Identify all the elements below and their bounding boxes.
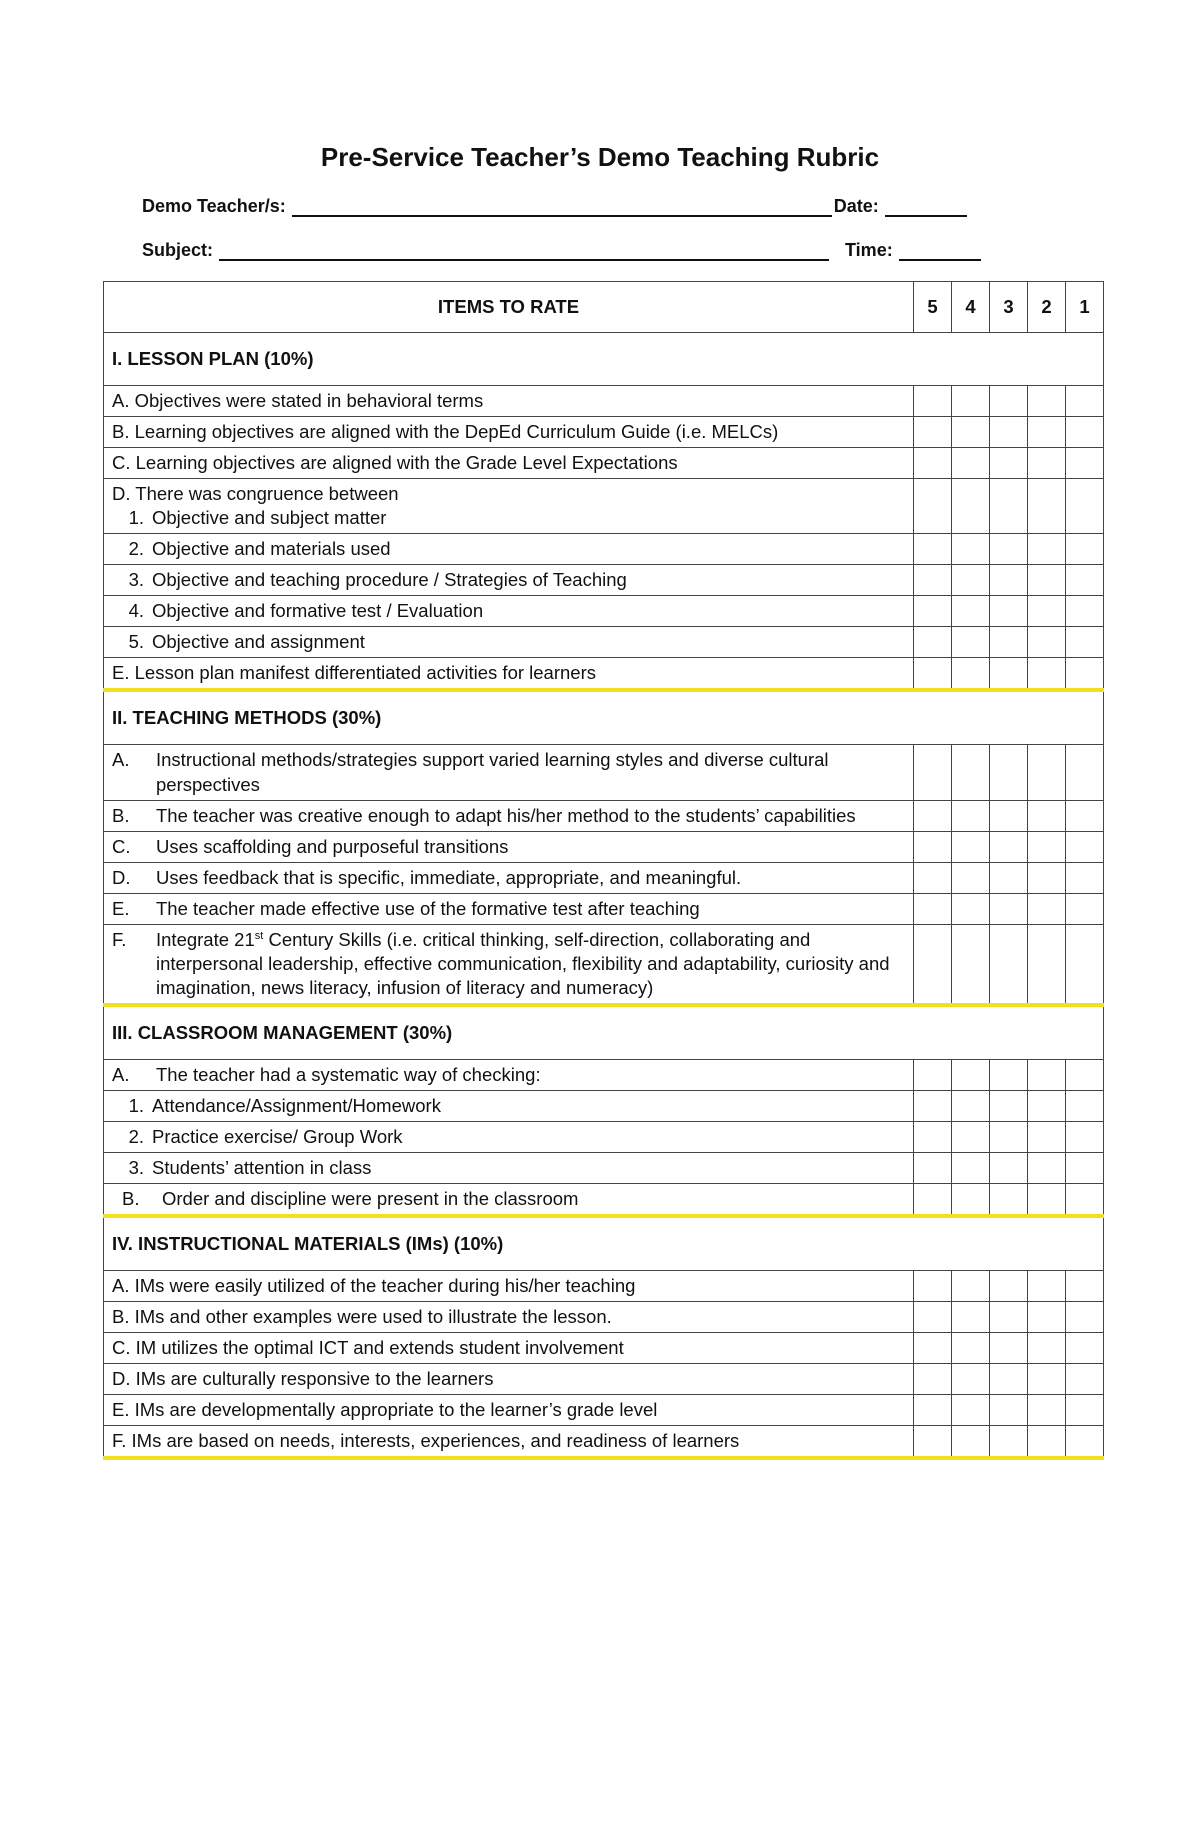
- score-cell-1[interactable]: [1066, 1271, 1104, 1302]
- score-cell-3[interactable]: [990, 862, 1028, 893]
- score-cell-3[interactable]: [990, 1302, 1028, 1333]
- subject-blank[interactable]: [219, 243, 829, 261]
- score-cell-3[interactable]: [990, 565, 1028, 596]
- score-cell-5[interactable]: [914, 1271, 952, 1302]
- score-cell-4[interactable]: [952, 1090, 990, 1121]
- criterion-text: [104, 596, 914, 627]
- score-cell-5[interactable]: [914, 1302, 952, 1333]
- score-cell-5[interactable]: [914, 534, 952, 565]
- table-row: [104, 800, 1104, 831]
- score-cell-1[interactable]: [1066, 1302, 1104, 1333]
- criterion-text: [104, 565, 914, 596]
- score-cell-4[interactable]: [952, 831, 990, 862]
- score-cell-3[interactable]: [990, 831, 1028, 862]
- table-row: [104, 658, 1104, 691]
- score-cell-2[interactable]: [1028, 1121, 1066, 1152]
- score-header-4: 4: [952, 282, 990, 333]
- score-cell-2[interactable]: [1028, 924, 1066, 1005]
- score-cell-1[interactable]: [1066, 534, 1104, 565]
- score-cell-4[interactable]: [952, 800, 990, 831]
- score-cell-4[interactable]: [952, 479, 990, 534]
- item-number: 5.: [128, 631, 144, 653]
- score-cell-1[interactable]: [1066, 1333, 1104, 1364]
- item-text-part: Century Skills (i.e. critical thinking, self-direction, collaborating and interpersonal leadership, effective communication, flexibility and adaptability, curiosity and imagination, news literacy, infusion of literacy and numeracy): [156, 928, 890, 998]
- score-cell-3[interactable]: [990, 1426, 1028, 1459]
- score-cell-3[interactable]: [990, 1364, 1028, 1395]
- score-cell-3[interactable]: [990, 627, 1028, 658]
- score-cell-2[interactable]: [1028, 658, 1066, 691]
- items-to-rate-header: ITEMS TO RATE: [104, 282, 914, 333]
- score-cell-3[interactable]: [990, 386, 1028, 417]
- criterion-text: [104, 534, 914, 565]
- section-title: I. LESSON PLAN (10%): [104, 333, 1104, 386]
- score-cell-5[interactable]: [914, 800, 952, 831]
- criterion-text: [104, 862, 914, 893]
- item-letter: B.: [122, 1188, 140, 1210]
- item-text: Instructional methods/strategies support varied learning styles and diverse cultural perspectives: [156, 749, 829, 795]
- header-row: [104, 282, 1104, 333]
- criterion-text: C. Learning objectives are aligned with the Grade Level Expectations: [104, 448, 914, 479]
- score-cell-5[interactable]: [914, 745, 952, 800]
- item-text: Objective and assignment: [152, 631, 365, 653]
- item-text: Order and discipline were present in the classroom: [162, 1188, 579, 1210]
- rubric-table: [103, 281, 1104, 1460]
- section-title: III. CLASSROOM MANAGEMENT (30%): [104, 1005, 1104, 1060]
- table-row: [104, 1364, 1104, 1395]
- score-cell-1[interactable]: [1066, 627, 1104, 658]
- score-cell-4[interactable]: [952, 448, 990, 479]
- item-letter: A.: [112, 1063, 130, 1085]
- score-cell-4[interactable]: [952, 1395, 990, 1426]
- criterion-text: [104, 1153, 914, 1184]
- section-lesson-plan: [104, 333, 1104, 386]
- item-text: Students’ attention in class: [152, 1157, 372, 1179]
- score-cell-3[interactable]: [990, 479, 1028, 534]
- criterion-text: D. IMs are culturally responsive to the learners: [104, 1364, 914, 1395]
- table-row: [104, 1121, 1104, 1152]
- time-label: Time:: [845, 240, 893, 260]
- score-cell-5[interactable]: [914, 658, 952, 691]
- table-row: [104, 479, 1104, 534]
- score-cell-1[interactable]: [1066, 386, 1104, 417]
- score-cell-2[interactable]: [1028, 1153, 1066, 1184]
- score-cell-2[interactable]: [1028, 627, 1066, 658]
- criterion-intro: D. There was congruence between: [112, 483, 399, 505]
- score-cell-5[interactable]: [914, 479, 952, 534]
- criterion-text: [104, 800, 914, 831]
- score-cell-1[interactable]: [1066, 417, 1104, 448]
- table-row: [104, 893, 1104, 924]
- score-cell-1[interactable]: [1066, 1395, 1104, 1426]
- criterion-text: [104, 1059, 914, 1090]
- score-cell-1[interactable]: [1066, 1153, 1104, 1184]
- table-row: [104, 1333, 1104, 1364]
- item-text: The teacher made effective use of the formative test after teaching: [156, 897, 700, 919]
- criterion-text: E. Lesson plan manifest differentiated activities for learners: [104, 658, 914, 691]
- criterion-text: [104, 1090, 914, 1121]
- score-cell-3[interactable]: [990, 745, 1028, 800]
- score-cell-1[interactable]: [1066, 745, 1104, 800]
- score-cell-4[interactable]: [952, 534, 990, 565]
- table-row: [104, 831, 1104, 862]
- list-item: [112, 506, 905, 530]
- item-text: Uses scaffolding and purposeful transitions: [156, 835, 509, 857]
- score-cell-4[interactable]: [952, 1184, 990, 1217]
- score-cell-2[interactable]: [1028, 1395, 1066, 1426]
- table-row: [104, 1059, 1104, 1090]
- table-row: [104, 1395, 1104, 1426]
- item-number: 1.: [128, 507, 144, 529]
- score-cell-3[interactable]: [990, 1395, 1028, 1426]
- score-cell-4[interactable]: [952, 745, 990, 800]
- section-instructional-materials: [104, 1216, 1104, 1271]
- section-teaching-methods: [104, 690, 1104, 745]
- score-cell-4[interactable]: [952, 1271, 990, 1302]
- score-cell-1[interactable]: [1066, 596, 1104, 627]
- date-label: Date:: [833, 196, 879, 216]
- score-cell-5[interactable]: [914, 862, 952, 893]
- score-cell-1[interactable]: [1066, 893, 1104, 924]
- score-cell-2[interactable]: [1028, 1184, 1066, 1217]
- score-cell-5[interactable]: [914, 1184, 952, 1217]
- item-text: [156, 928, 905, 1000]
- table-row: [104, 745, 1104, 800]
- section-classroom-management: [104, 1005, 1104, 1060]
- criterion-text: B. IMs and other examples were used to illustrate the lesson.: [104, 1302, 914, 1333]
- score-cell-4[interactable]: [952, 1426, 990, 1459]
- criterion-text: [104, 924, 914, 1005]
- score-cell-1[interactable]: [1066, 924, 1104, 1005]
- score-cell-5[interactable]: [914, 565, 952, 596]
- score-cell-3[interactable]: [990, 417, 1028, 448]
- item-number: 4.: [128, 600, 144, 622]
- score-cell-4[interactable]: [952, 417, 990, 448]
- item-number: 3.: [128, 1157, 144, 1179]
- score-cell-3[interactable]: [990, 893, 1028, 924]
- table-row: [104, 1426, 1104, 1459]
- score-cell-1[interactable]: [1066, 448, 1104, 479]
- score-cell-2[interactable]: [1028, 1090, 1066, 1121]
- score-cell-5[interactable]: [914, 627, 952, 658]
- table-row: [104, 627, 1104, 658]
- criterion-text: B. Learning objectives are aligned with the DepEd Curriculum Guide (i.e. MELCs): [104, 417, 914, 448]
- score-cell-3[interactable]: [990, 1333, 1028, 1364]
- score-cell-4[interactable]: [952, 862, 990, 893]
- score-cell-2[interactable]: [1028, 745, 1066, 800]
- score-cell-1[interactable]: [1066, 658, 1104, 691]
- score-cell-1[interactable]: [1066, 1090, 1104, 1121]
- score-cell-5[interactable]: [914, 1333, 952, 1364]
- score-cell-5[interactable]: [914, 417, 952, 448]
- score-cell-1[interactable]: [1066, 1426, 1104, 1459]
- item-letter: C.: [112, 835, 131, 857]
- criterion-text: [104, 745, 914, 800]
- score-cell-2[interactable]: [1028, 1426, 1066, 1459]
- table-row: [104, 565, 1104, 596]
- score-cell-5[interactable]: [914, 596, 952, 627]
- criterion-text: E. IMs are developmentally appropriate to the learner’s grade level: [104, 1395, 914, 1426]
- subject-label: Subject:: [142, 240, 214, 260]
- score-cell-5[interactable]: [914, 386, 952, 417]
- score-cell-2[interactable]: [1028, 800, 1066, 831]
- score-cell-2[interactable]: [1028, 1364, 1066, 1395]
- item-text: Uses feedback that is specific, immediate, appropriate, and meaningful.: [156, 866, 742, 888]
- score-cell-5[interactable]: [914, 893, 952, 924]
- table-row: [104, 862, 1104, 893]
- item-text: Objective and materials used: [152, 538, 391, 560]
- teacher-blank[interactable]: [292, 199, 832, 217]
- score-cell-4[interactable]: [952, 596, 990, 627]
- criterion-text: [104, 893, 914, 924]
- score-cell-4[interactable]: [952, 1302, 990, 1333]
- score-cell-3[interactable]: [990, 800, 1028, 831]
- score-cell-3[interactable]: [990, 596, 1028, 627]
- score-cell-2[interactable]: [1028, 1333, 1066, 1364]
- score-cell-2[interactable]: [1028, 1271, 1066, 1302]
- score-cell-5[interactable]: [914, 448, 952, 479]
- score-cell-2[interactable]: [1028, 831, 1066, 862]
- item-number: 2.: [128, 1125, 144, 1147]
- score-cell-4[interactable]: [952, 1364, 990, 1395]
- criterion-text: [104, 1184, 914, 1217]
- score-cell-4[interactable]: [952, 1121, 990, 1152]
- score-cell-1[interactable]: [1066, 565, 1104, 596]
- score-cell-4[interactable]: [952, 627, 990, 658]
- score-cell-3[interactable]: [990, 1121, 1028, 1152]
- score-cell-4[interactable]: [952, 924, 990, 1005]
- table-row: [104, 1184, 1104, 1217]
- score-cell-4[interactable]: [952, 893, 990, 924]
- score-cell-2[interactable]: [1028, 1302, 1066, 1333]
- score-cell-1[interactable]: [1066, 1364, 1104, 1395]
- item-text: Objective and formative test / Evaluation: [152, 600, 484, 622]
- score-cell-2[interactable]: [1028, 1059, 1066, 1090]
- section-title: IV. INSTRUCTIONAL MATERIALS (IMs) (10%): [104, 1216, 1104, 1271]
- score-cell-5[interactable]: [914, 1059, 952, 1090]
- item-text: Practice exercise/ Group Work: [152, 1125, 403, 1147]
- table-row: [104, 1153, 1104, 1184]
- item-number: 3.: [128, 569, 144, 591]
- score-cell-4[interactable]: [952, 1059, 990, 1090]
- score-cell-2[interactable]: [1028, 893, 1066, 924]
- score-cell-3[interactable]: [990, 1090, 1028, 1121]
- score-cell-5[interactable]: [914, 1426, 952, 1459]
- item-text: Attendance/Assignment/Homework: [152, 1094, 441, 1116]
- table-row: [104, 1302, 1104, 1333]
- score-cell-3[interactable]: [990, 924, 1028, 1005]
- score-cell-4[interactable]: [952, 565, 990, 596]
- score-cell-5[interactable]: [914, 1395, 952, 1426]
- table-row: [104, 924, 1104, 1005]
- criterion-text: [104, 1121, 914, 1152]
- item-text: The teacher was creative enough to adapt his/her method to the students’ capabilities: [156, 804, 856, 826]
- score-cell-2[interactable]: [1028, 386, 1066, 417]
- item-text: Objective and teaching procedure / Strategies of Teaching: [152, 569, 627, 591]
- score-header-3: 3: [990, 282, 1028, 333]
- score-cell-3[interactable]: [990, 658, 1028, 691]
- teacher-label: Demo Teacher/s:: [142, 196, 286, 216]
- section-title: II. TEACHING METHODS (30%): [104, 690, 1104, 745]
- score-cell-4[interactable]: [952, 658, 990, 691]
- score-cell-4[interactable]: [952, 1153, 990, 1184]
- score-cell-5[interactable]: [914, 924, 952, 1005]
- criterion-text: C. IM utilizes the optimal ICT and extends student involvement: [104, 1333, 914, 1364]
- score-cell-3[interactable]: [990, 1153, 1028, 1184]
- score-cell-2[interactable]: [1028, 417, 1066, 448]
- score-cell-2[interactable]: [1028, 862, 1066, 893]
- item-number: 2.: [128, 538, 144, 560]
- item-letter: B.: [112, 804, 130, 826]
- table-row: [104, 1271, 1104, 1302]
- score-cell-2[interactable]: [1028, 534, 1066, 565]
- score-cell-1[interactable]: [1066, 862, 1104, 893]
- score-cell-3[interactable]: [990, 448, 1028, 479]
- item-text: The teacher had a systematic way of checking:: [156, 1063, 541, 1085]
- table-row: [104, 417, 1104, 448]
- item-text-part: Integrate 21: [156, 928, 255, 950]
- score-cell-1[interactable]: [1066, 831, 1104, 862]
- item-letter: E.: [112, 897, 130, 919]
- item-letter: D.: [112, 866, 131, 888]
- score-cell-1[interactable]: [1066, 1059, 1104, 1090]
- score-cell-5[interactable]: [914, 1121, 952, 1152]
- criterion-text: [104, 479, 914, 534]
- table-row: [104, 534, 1104, 565]
- score-cell-2[interactable]: [1028, 479, 1066, 534]
- item-text: Objective and subject matter: [152, 507, 387, 529]
- score-cell-5[interactable]: [914, 1090, 952, 1121]
- score-cell-1[interactable]: [1066, 479, 1104, 534]
- score-cell-1[interactable]: [1066, 1121, 1104, 1152]
- score-header-2: 2: [1028, 282, 1066, 333]
- item-letter: F.: [112, 928, 127, 950]
- item-letter: A.: [112, 749, 130, 771]
- item-number: 1.: [128, 1094, 144, 1116]
- table-row: [104, 596, 1104, 627]
- date-blank[interactable]: [885, 199, 967, 217]
- table-row: [104, 1090, 1104, 1121]
- ordinal-superscript: st: [254, 929, 264, 942]
- teacher-date-row: [142, 196, 969, 217]
- table-row: [104, 448, 1104, 479]
- time-blank[interactable]: [899, 243, 981, 261]
- score-cell-4[interactable]: [952, 386, 990, 417]
- score-cell-3[interactable]: [990, 1059, 1028, 1090]
- score-cell-4[interactable]: [952, 1333, 990, 1364]
- score-cell-3[interactable]: [990, 534, 1028, 565]
- score-header-5: 5: [914, 282, 952, 333]
- score-cell-2[interactable]: [1028, 596, 1066, 627]
- score-cell-5[interactable]: [914, 831, 952, 862]
- criterion-text: A. IMs were easily utilized of the teacher during his/her teaching: [104, 1271, 914, 1302]
- score-cell-2[interactable]: [1028, 565, 1066, 596]
- score-cell-2[interactable]: [1028, 448, 1066, 479]
- score-cell-5[interactable]: [914, 1153, 952, 1184]
- page-title: Pre-Service Teacher’s Demo Teaching Rubric: [320, 142, 880, 172]
- criterion-text: [104, 831, 914, 862]
- score-cell-3[interactable]: [990, 1184, 1028, 1217]
- score-cell-3[interactable]: [990, 1271, 1028, 1302]
- criterion-text: F. IMs are based on needs, interests, experiences, and readiness of learners: [104, 1426, 914, 1459]
- score-cell-5[interactable]: [914, 1364, 952, 1395]
- score-cell-1[interactable]: [1066, 1184, 1104, 1217]
- subject-time-row: [142, 240, 983, 261]
- criterion-text: [104, 627, 914, 658]
- criterion-text: A. Objectives were stated in behavioral terms: [104, 386, 914, 417]
- score-cell-1[interactable]: [1066, 800, 1104, 831]
- table-row: [104, 386, 1104, 417]
- score-header-1: 1: [1066, 282, 1104, 333]
